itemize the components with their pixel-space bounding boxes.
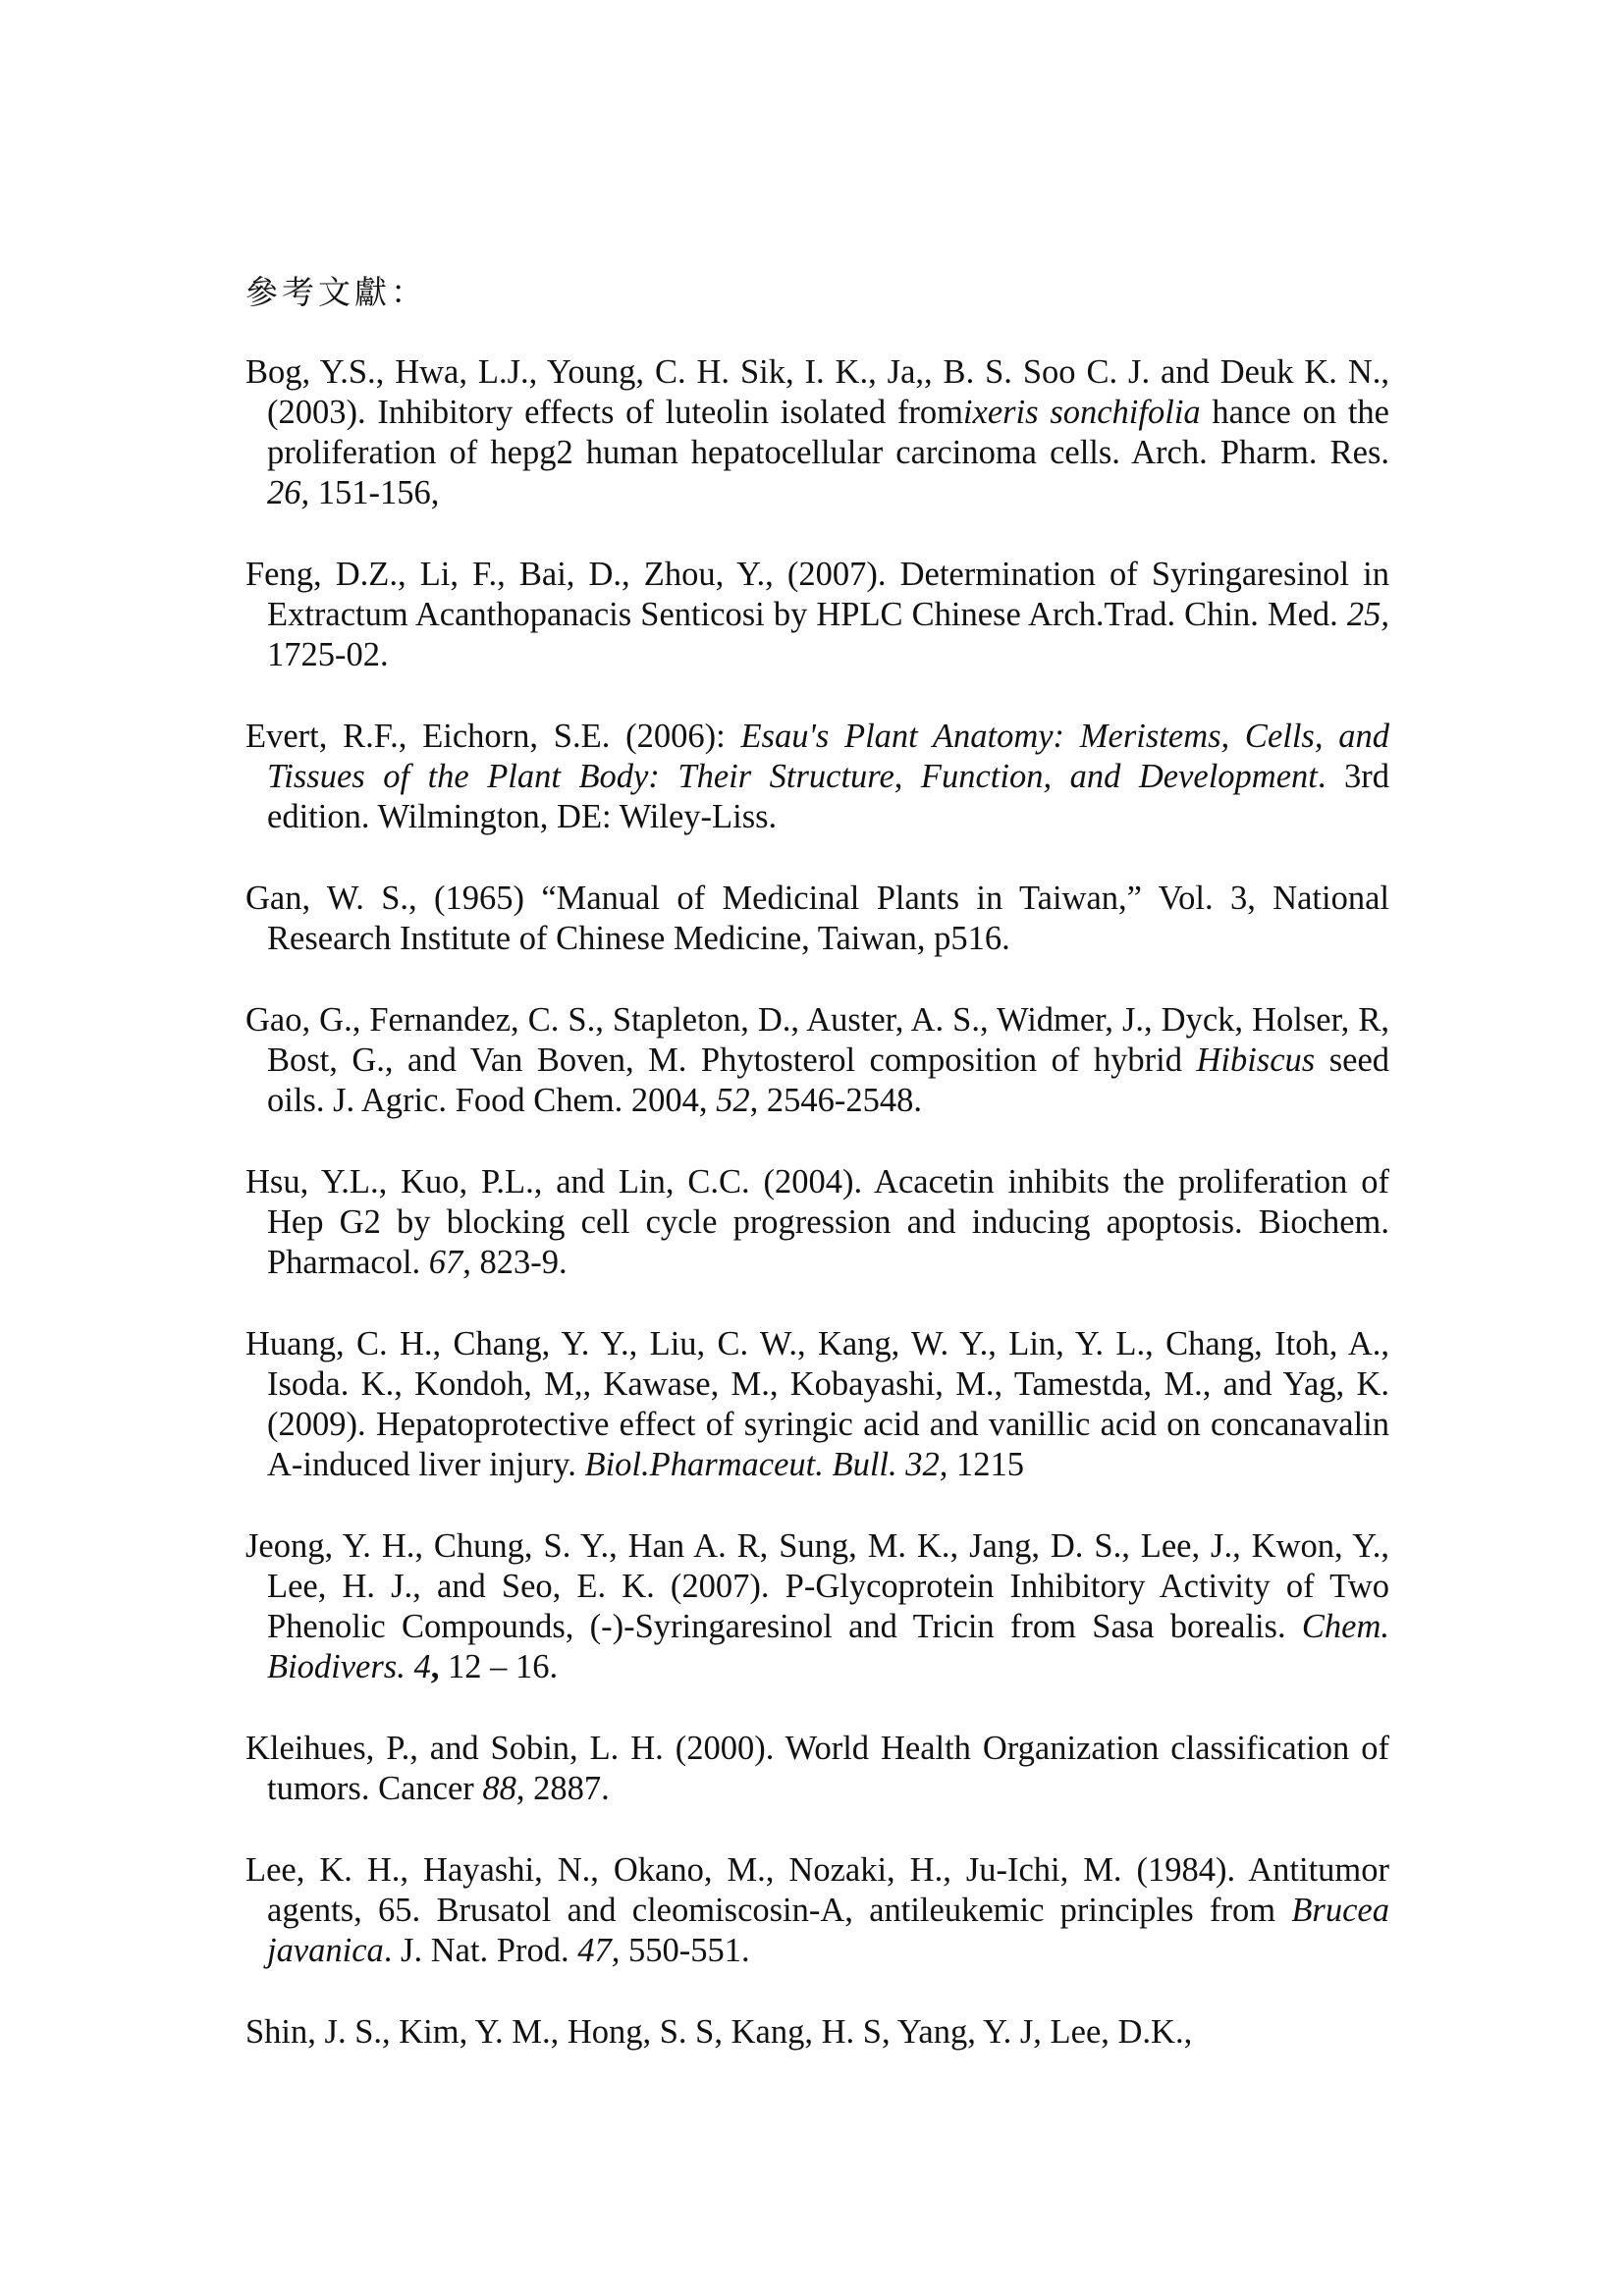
reference-text: seed oils. J. Agric. Food Chem. 2004, — [267, 1041, 1390, 1119]
reference-text: Bog, Y.S., Hwa, L.J., Young, C. H. Sik, I. K., Ja,, B. S. Soo C. J. and Deuk K. N., (2003). Inhibitory effects of luteolin isolated from — [245, 353, 1389, 431]
reference-text: , 2546-2548. — [749, 1082, 923, 1119]
reference-italic-text: Brucea javanica — [267, 1892, 1389, 1969]
reference-text: Jeong, Y. H., Chung, S. Y., Han A. R, Sung, M. K., Jang, D. S., Lee, J., Kwon, Y., Lee, H. J., and Seo, E. K. (2007). P-Glycoprotein Inhibitory Activity of Two Phenolic Compounds, (-)-Syringaresinol and Tricin from Sasa borealis. — [245, 1527, 1389, 1645]
document-page — [245, 272, 1389, 2094]
reference-text: Gan, W. S., (1965) “Manual of Medicinal Plants in Taiwan,” Vol. 3, National Research Institute of Chinese Medicine, Taiwan, p516. — [245, 880, 1389, 957]
reference-text: 12 – 16. — [439, 1648, 559, 1685]
reference-italic-text: ixeris sonchifolia — [962, 394, 1201, 431]
reference-italic-text: 47, — [577, 1932, 621, 1969]
reference-entry — [245, 1729, 1389, 1809]
reference-text: 550-551. — [620, 1932, 750, 1969]
reference-italic-text: 26, — [267, 474, 310, 511]
reference-text: , 2887. — [515, 1770, 610, 1807]
reference-entry — [245, 352, 1389, 513]
reference-italic-text: 52 — [716, 1082, 750, 1119]
reference-text: . 3rd edition. Wilmington, DE: Wiley-Liss. — [267, 758, 1390, 835]
reference-italic-text: 25, — [1346, 596, 1389, 633]
reference-entry — [245, 879, 1389, 959]
reference-entry — [245, 1000, 1389, 1121]
reference-text: Huang, C. H., Chang, Y. Y., Liu, C. W., Kang, W. Y., Lin, Y. L., Chang, Itoh, A., Isoda. K., Kondoh, M,, Kawase, M., Kobayashi, M., Tamestda, M., and Yag, K. (2009). Hepatoprotective effect of syringic acid and vanillic acid on concanavalin A-induced liver injury. — [245, 1325, 1389, 1483]
reference-italic-text: 67 — [428, 1244, 463, 1281]
reference-italic-text: 88 — [482, 1770, 516, 1807]
reference-italic-text: Chem. Biodivers. 4 — [267, 1608, 1389, 1685]
reference-italic-text: Hibiscus — [1196, 1041, 1316, 1079]
references-heading: 參考文獻： — [245, 273, 427, 311]
reference-text: Evert, R.F., Eichorn, S.E. (2006): — [245, 718, 741, 755]
reference-text: Feng, D.Z., Li, F., Bai, D., Zhou, Y., (2007). Determination of Syringaresinol in Extractum Acanthopanacis Senticosi by HPLC Chinese Arch.Trad. Chin. Med. — [245, 556, 1389, 633]
reference-entry — [245, 1850, 1389, 1971]
reference-list — [245, 352, 1389, 2053]
reference-entry — [245, 717, 1389, 837]
reference-text: Lee, K. H., Hayashi, N., Okano, M., Nozaki, H., Ju-Ichi, M. (1984). Antitumor agents, 65. Brusatol and cleomiscosin-A, antileukemic principles from — [245, 1851, 1389, 1929]
reference-text: . J. Nat. Prod. — [383, 1932, 578, 1969]
reference-text: hance on the proliferation of hepg2 human hepatocellular carcinoma cells. Arch. Pharm. Res. — [267, 394, 1389, 471]
reference-text: Gao, G., Fernandez, C. S., Stapleton, D., Auster, A. S., Widmer, J., Dyck, Holser, R, Bost, G., and Van Boven, M. Phytosterol composition of hybrid — [245, 1001, 1389, 1079]
reference-entry — [245, 1162, 1389, 1283]
reference-italic-text: Esau's Plant Anatomy: Meristems, Cells, and Tissues of the Plant Body: Their Structure, Function, and Development — [267, 718, 1390, 795]
reference-text: Shin, J. S., Kim, Y. M., Hong, S. S, Kang, H. S, Yang, Y. J, Lee, D.K., — [245, 2013, 1193, 2051]
reference-entry — [245, 1324, 1389, 1485]
reference-text: Hsu, Y.L., Kuo, P.L., and Lin, C.C. (2004). Acacetin inhibits the proliferation of Hep G2 by blocking cell cycle progression and inducing apoptosis. Biochem. Pharmacol. — [245, 1163, 1389, 1281]
reference-text: 151-156, — [309, 474, 440, 511]
reference-entry — [245, 2012, 1389, 2053]
reference-italic-text: Biol.Pharmaceut. Bull. 32, — [584, 1446, 948, 1483]
reference-entry — [245, 555, 1389, 675]
reference-text: Kleihues, P., and Sobin, L. H. (2000). World Health Organization classification of tumors. Cancer — [245, 1730, 1389, 1807]
reference-text: 1725-02. — [267, 636, 389, 673]
reference-entry — [245, 1526, 1389, 1687]
reference-text: 1215 — [947, 1446, 1025, 1483]
reference-text: , — [430, 1648, 440, 1685]
reference-text: , 823-9. — [462, 1244, 568, 1281]
